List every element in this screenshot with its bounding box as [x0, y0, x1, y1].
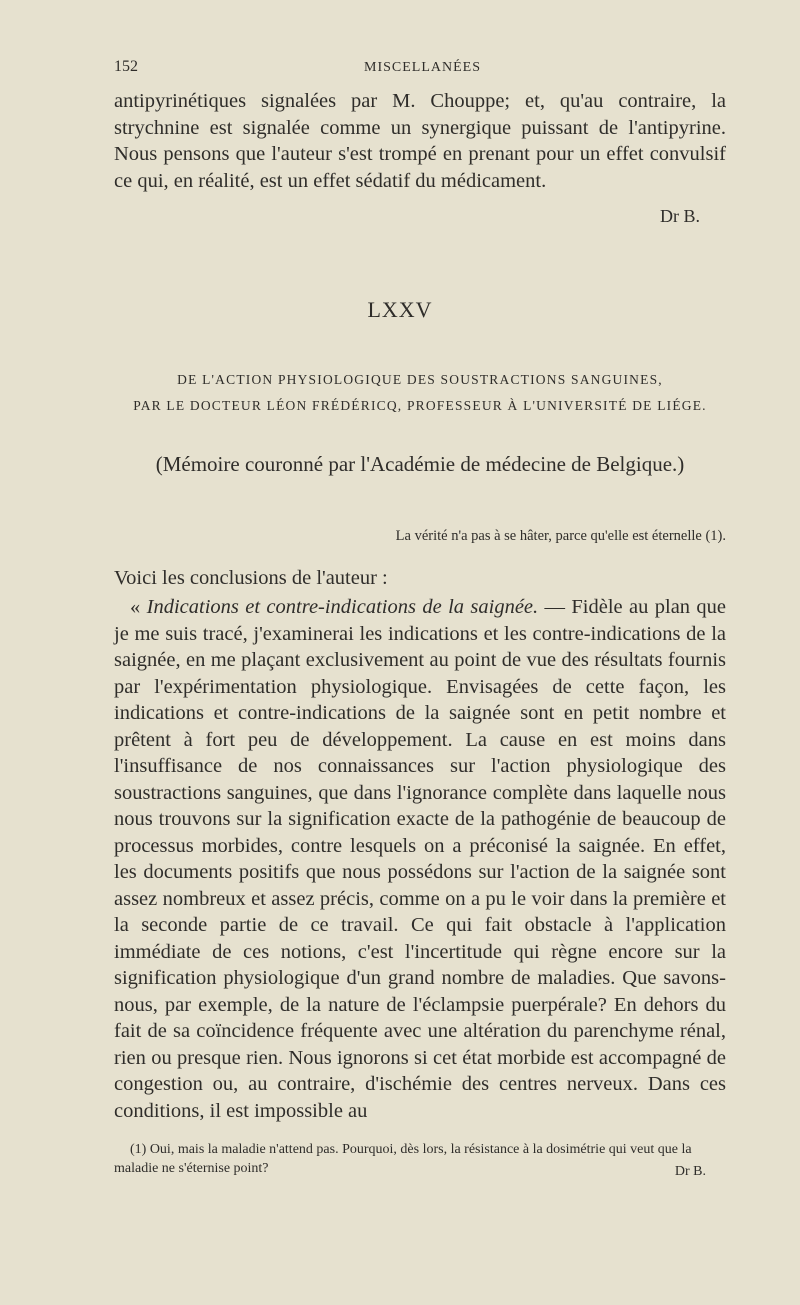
chapter-subtitle: (Mémoire couronné par l'Académie de médecine de Belgique.) [155, 452, 685, 476]
chapter-heading-line2: PAR LE DOCTEUR LÉON FRÉDÉRICQ, PROFESSEUR À L'UNIVERSITÉ DE LIÉGE. [133, 398, 707, 413]
footnote-signature: Dr B. [674, 1164, 706, 1179]
quote-italic-title: Indications et contre-indications de la saignée. [146, 596, 539, 618]
footnote [114, 1140, 726, 1178]
quote-text: — Fidèle au plan que je me suis tracé, j'examinerai les indications et les contre-indications de la saignée, en me plaçant exclusivement au point de vue des résultats fournis par l'expérimentation physiologique. Envisagées de cette façon, les indications et contre-indications de la saignée sont en petit nombre et prêtent à fort peu de développement. La cause en est moins dans l'insuffisance de nos connaissances sur l'action physiologique des soustractions sanguines, que dans l'ignorance complète dans laquelle nous nous trouvons sur la signification exacte de la pathogénie de beaucoup de processus morbides, contre lesquels on a préconisé la saignée. En effet, les documents positifs que nous possédons sur l'action de la saignée sont assez nombreux et assez précis, comme on a pu le voir dans la première et la seconde partie de ce travail. Ce qui fait obstacle à l'application immédiate de ces notions, c'est l'incertitude qui règne encore sur la signification physiologique d'un grand nombre de maladies. Que savons-nous, par exemple, de la nature de l'éclampsie puerpérale? En dehors du fait de sa coïncidence fréquente avec une altération du parenchyme rénal, rien ou presque rien. Nous ignorons si cet état morbide est accompagné de congestion ou, au contraire, d'ischémie des centres nerveux. Dans ces conditions, il est impossible au [114, 596, 727, 1122]
chapter-heading-line1: DE L'ACTION PHYSIOLOGIQUE DES SOUSTRACTIONS SANGUINES, [177, 372, 663, 387]
signature-top: Dr B. [660, 206, 700, 226]
paragraph-top: antipyrinétiques signalées par M. Chouppe; et, qu'au contraire, la strychnine est signalée comme un synergique puissant de l'antipyrine. Nous pensons que l'auteur s'est trompé en prenant pour un effet convulsif ce qui, en réalité, est un effet sédatif du médicament. [114, 90, 726, 192]
running-head [114, 58, 726, 80]
page-number: 152 [114, 58, 138, 75]
section-title: MISCELLANÉES [364, 60, 481, 75]
quote-opening: « [130, 596, 147, 618]
quote-paragraph [114, 594, 726, 1124]
epigraph: La vérité n'a pas à se hâter, parce qu'elle est éternelle (1). [395, 528, 726, 544]
intro-line: Voici les conclusions de l'auteur : [114, 567, 388, 589]
footnote-text: (1) Oui, mais la maladie n'attend pas. Pourquoi, dès lors, la résistance à la dosimétrie qui veut que la maladie ne s'éternise point? [114, 1142, 692, 1176]
chapter-number: LXXV [367, 297, 433, 322]
